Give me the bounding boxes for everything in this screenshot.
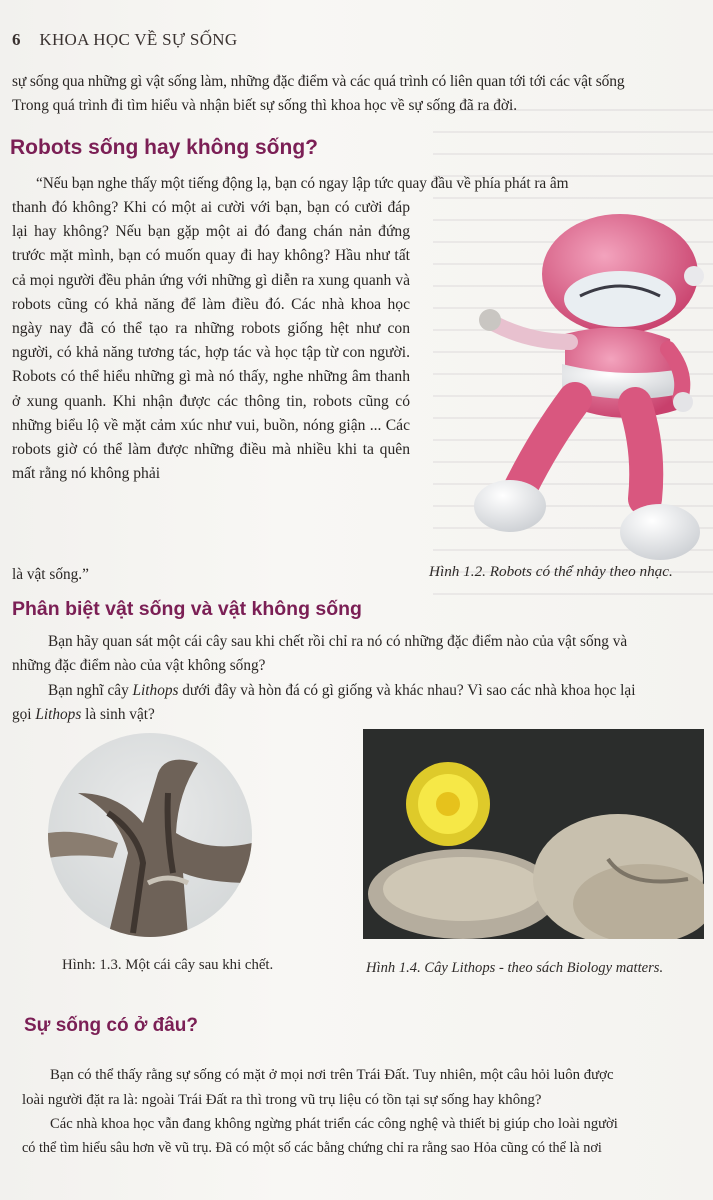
lithops-flower bbox=[406, 762, 490, 846]
intro-line-1: sự sống qua những gì vật sống làm, những đặc điểm và các quá trình có liên quan tới tới các vật sống bbox=[12, 73, 625, 90]
life-para1-line1: Bạn có thể thấy rằng sự sống có mặt ở mọi nơi trên Trái Đất. Tuy nhiên, một câu hỏi luôn được bbox=[50, 1067, 614, 1083]
robot-left-arm bbox=[495, 324, 570, 342]
life-para2-line2: có thể tìm hiểu sâu hơn về vũ trụ. Đã có một số các bằng chứng chỉ ra rằng sao Hỏa cũng có thể là nơi bbox=[22, 1140, 602, 1156]
life-para2-line1: Các nhà khoa học vẫn đang không ngừng phát triển các công nghệ và thiết bị giúp cho loài người bbox=[50, 1116, 618, 1132]
figure-1-3-caption: Hình: 1.3. Một cái cây sau khi chết. bbox=[62, 957, 274, 973]
section-heading-where-life: Sự sống có ở đâu? bbox=[24, 1015, 198, 1036]
robots-first-line: “Nếu bạn nghe thấy một tiếng động lạ, bạn có ngay lập tức quay đầu về phía phát ra âm bbox=[36, 175, 569, 192]
figure-1-4-caption: Hình 1.4. Cây Lithops - theo sách Biology matters. bbox=[366, 960, 664, 976]
lithops-image bbox=[363, 729, 704, 939]
page-number: 6 bbox=[12, 30, 21, 49]
dancing-robot-image bbox=[470, 214, 705, 564]
para-dead-tree-line-1: Bạn hãy quan sát một cái cây sau khi chết rồi chỉ ra nó có những đặc điểm nào của vật sống và bbox=[48, 633, 628, 650]
section-heading-robots: Robots sống hay không sống? bbox=[10, 136, 318, 159]
para-lithops-line-2: gọi Lithops là sinh vật? bbox=[12, 706, 155, 723]
robot-right-foot bbox=[620, 504, 700, 560]
robots-last-line: là vật sống.” bbox=[12, 566, 89, 583]
dead-tree-image bbox=[48, 733, 252, 937]
life-para1-line2: loài người đặt ra là: ngoài Trái Đất ra thì trong vũ trụ liệu có tồn tại sự sống hay không? bbox=[22, 1092, 542, 1108]
para-dead-tree-line-2: những đặc điểm nào của vật không sống? bbox=[12, 657, 266, 674]
robot-left-foot bbox=[474, 480, 546, 532]
section-heading-living-nonliving: Phân biệt vật sống và vật không sống bbox=[12, 598, 362, 620]
intro-line-2: Trong quá trình đi tìm hiểu và nhận biết sự sống thì khoa học về sự sống đã ra đời. bbox=[12, 97, 518, 114]
chapter-title: KHOA HỌC VỀ SỰ SỐNG bbox=[39, 30, 238, 49]
robots-paragraph: thanh đó không? Khi có một ai cười với bạn, bạn có cười đáp lại hay không? Nếu bạn gặp một ai đó đang chán nản đứng trước mặt mình, bạn có muốn quay đi hay không? Hầu như tất cả mọi người đều phản ứng với những gì diễn ra xung quanh và robots cũng có khả năng để làm điều đó. Các nhà khoa học ngày nay đã có thể tạo ra những robots giống hệt như con người, có khả năng tương tác, hợp tác và học tập từ con người. Robots có thể hiểu những gì mà nó thấy, nghe những âm thanh ở xung quanh. Khi nhận được các thông tin, robots cũng có những biểu lộ về mặt cảm xúc như vui, buồn, nóng giận ... Các robots giờ có thể làm được những điều mà nhiều khi ta quên mất rằng nó không phải bbox=[12, 199, 410, 483]
para-lithops-line-1: Bạn nghĩ cây Lithops dưới đây và hòn đá có gì giống và khác nhau? Vì sao các nhà khoa học lại bbox=[48, 682, 636, 699]
figure-1-2-caption: Hình 1.2. Robots có thể nhảy theo nhạc. bbox=[429, 563, 673, 580]
running-header bbox=[12, 30, 237, 50]
